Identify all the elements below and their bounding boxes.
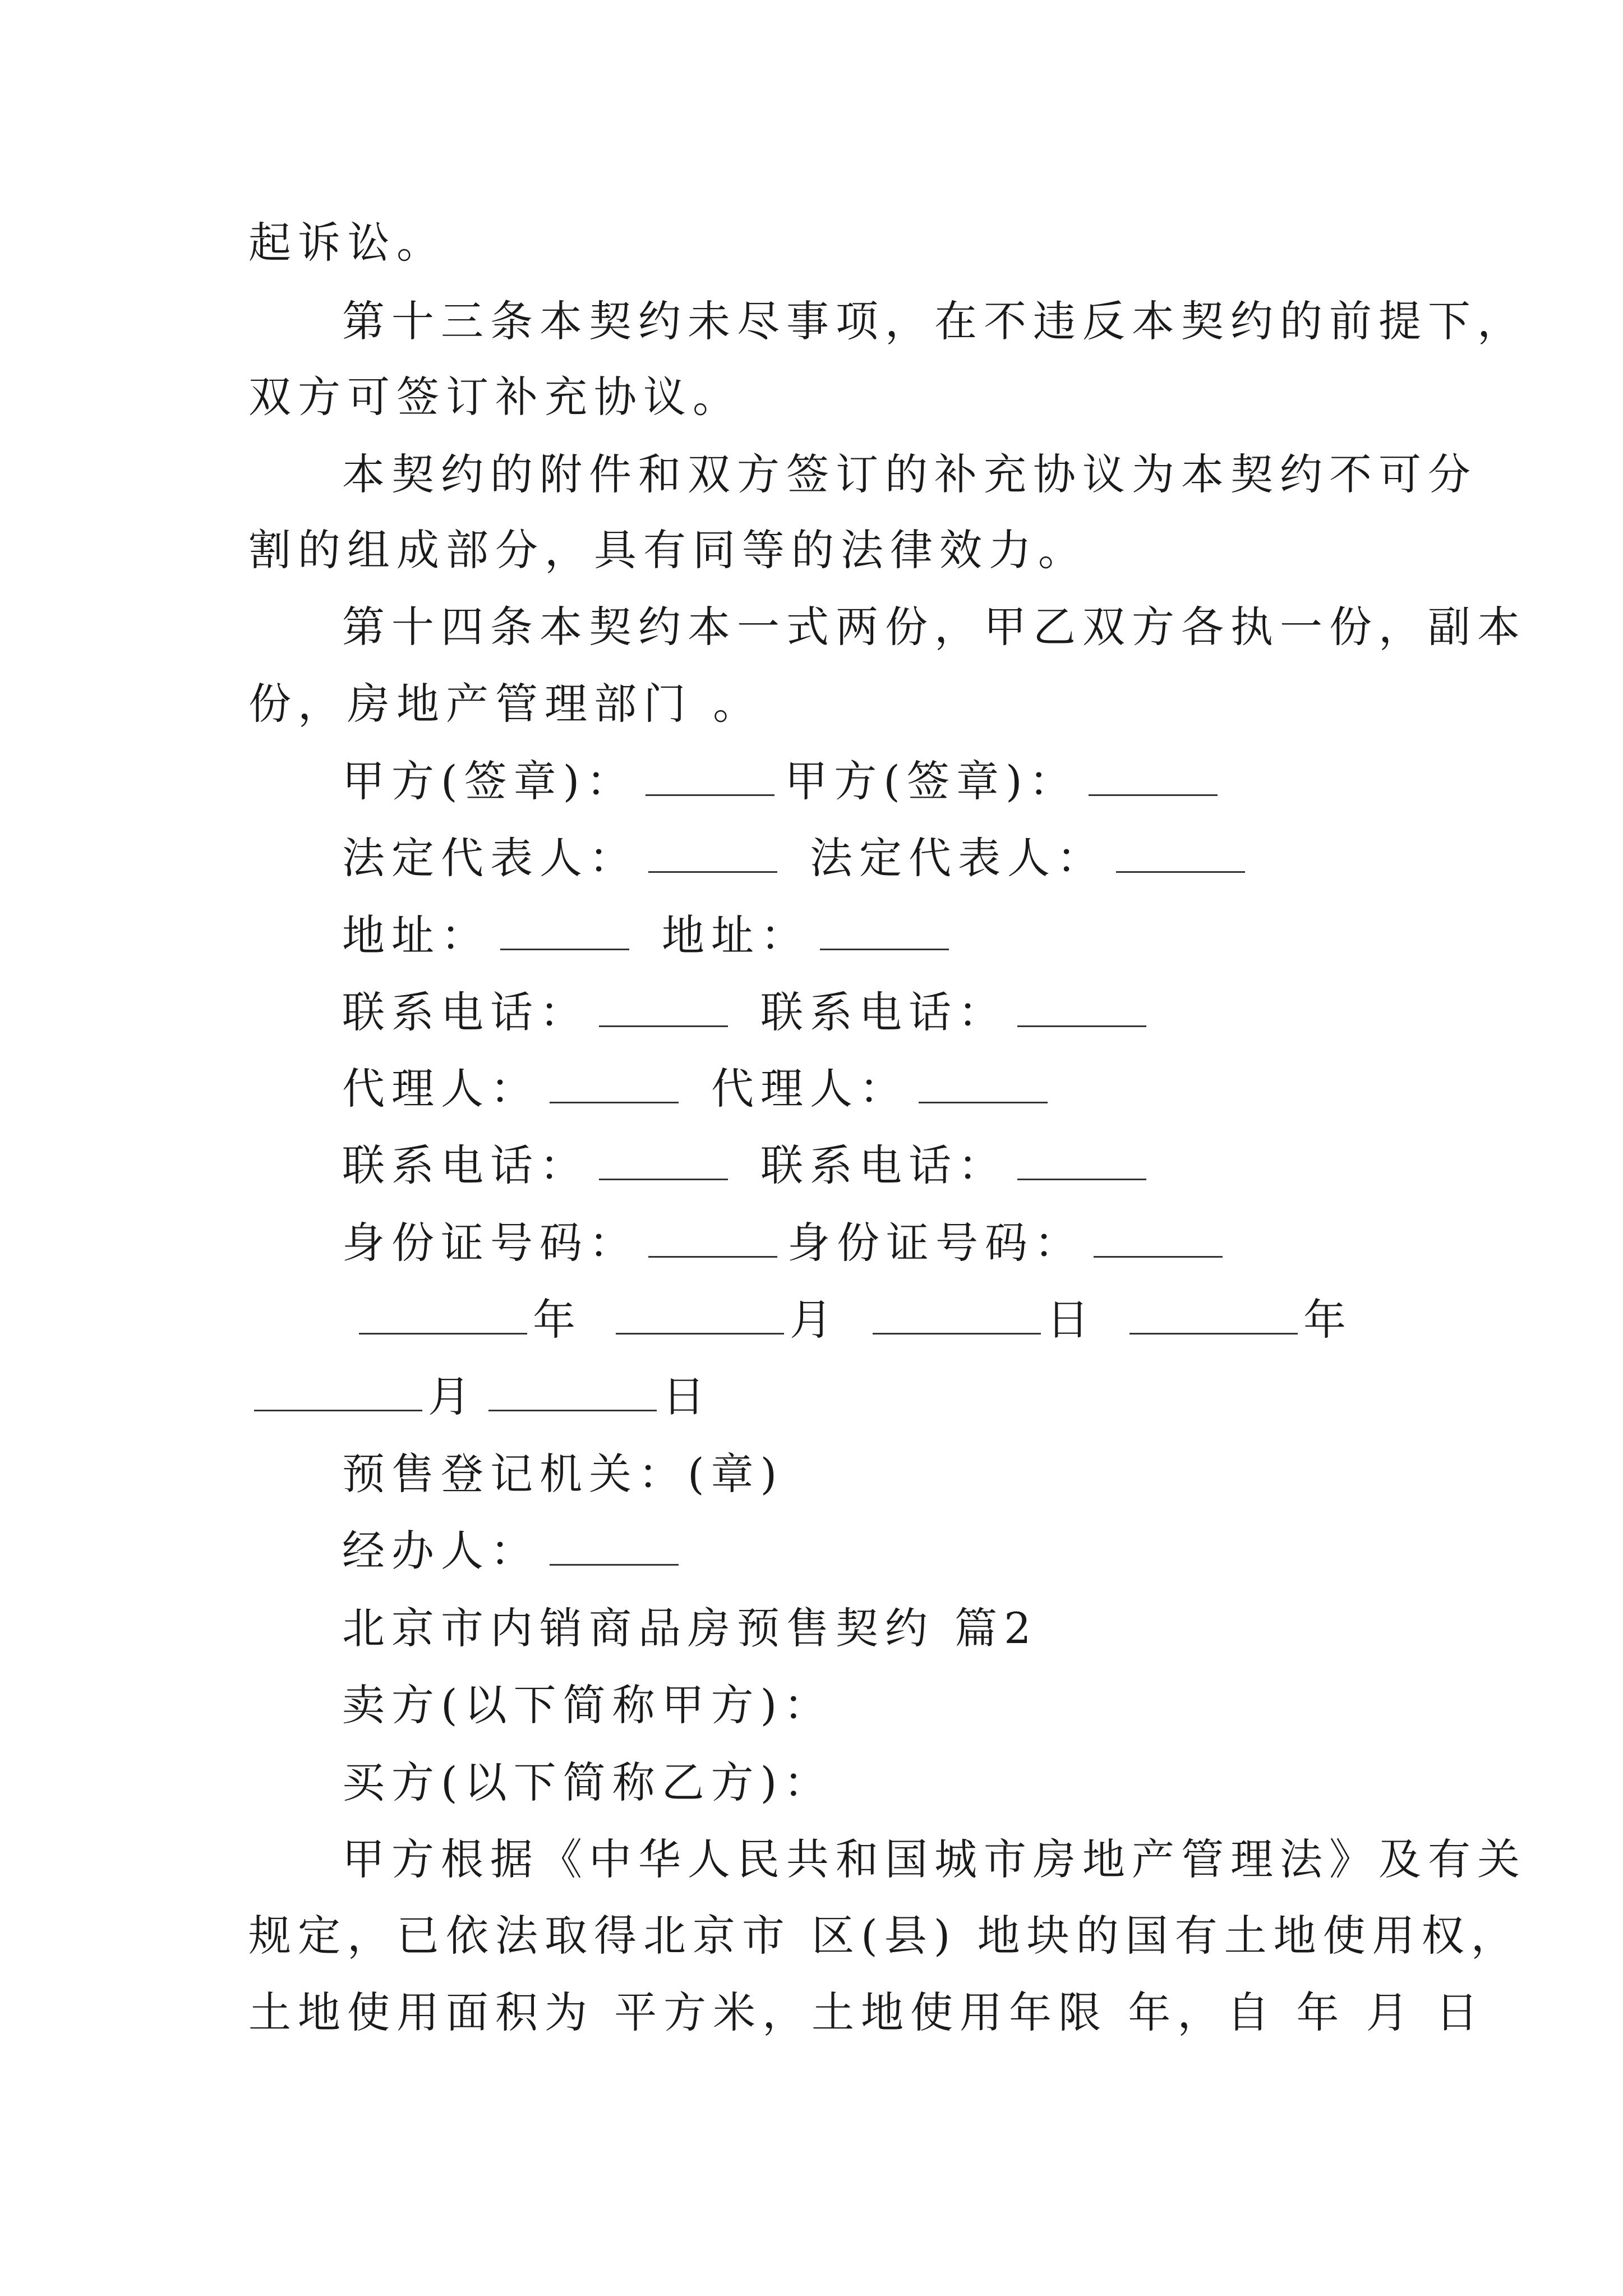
section-2-title: 北京市内销商品房预售契约 篇2 (342, 1603, 1038, 1653)
paragraph-line: 份，房地产管理部门 。 (248, 679, 763, 729)
agent-label-2: 代理人： (711, 1064, 909, 1114)
party-a-seal-blank (645, 761, 774, 796)
legal-rep-blank-2 (1116, 838, 1245, 873)
day-label: 日 (1046, 1295, 1096, 1345)
handler-row (342, 1526, 689, 1576)
registration-authority: 预售登记机关：(章) (342, 1449, 784, 1499)
party-a-seal-label-2: 甲方(签章)： (785, 756, 1078, 806)
signature-row-phone-b (342, 1140, 1156, 1190)
paragraph-line: 本契约的附件和双方签订的补充协议为本契约不可分 (342, 449, 1477, 499)
date-row-1 (348, 1295, 1353, 1345)
phone-label: 联系电话： (342, 987, 589, 1037)
month-blank-2 (254, 1376, 422, 1411)
phone-b-blank-2 (1017, 1145, 1146, 1180)
paragraph-line: 土地使用面积为 平方米，土地使用年限 年，自 年 月 日 (248, 1987, 1485, 2037)
handler-label: 经办人： (342, 1526, 540, 1576)
day-blank (873, 1299, 1041, 1335)
month-label: 月 (790, 1295, 839, 1345)
signature-row-legal-rep (342, 833, 1255, 883)
legal-rep-label: 法定代表人： (342, 833, 638, 883)
agent-blank-2 (919, 1068, 1048, 1103)
phone-blank-2 (1017, 992, 1146, 1027)
id-number-blank-2 (1094, 1222, 1223, 1258)
phone-b-blank (599, 1145, 728, 1180)
month-blank (616, 1299, 784, 1335)
day-label-2: 日 (662, 1372, 712, 1421)
signature-row-phone (342, 987, 1156, 1037)
address-blank (500, 915, 629, 950)
phone-blank (599, 992, 728, 1027)
signature-row-seal (342, 756, 1228, 806)
paragraph-line: 甲方根据《中华人民共和国城市房地产管理法》及有关 (342, 1834, 1527, 1884)
phone-b-label-2: 联系电话： (760, 1140, 1007, 1190)
paragraph-line: 第十四条本契约本一式两份，甲乙双方各执一份，副本 (342, 602, 1527, 652)
agent-label: 代理人： (342, 1064, 540, 1114)
handler-blank (550, 1530, 679, 1566)
paragraph-line: 双方可签订补充协议。 (248, 372, 742, 422)
day-blank-2 (488, 1376, 657, 1411)
phone-b-label: 联系电话： (342, 1140, 589, 1190)
id-number-label: 身份证号码： (342, 1218, 638, 1268)
month-label-2: 月 (428, 1372, 477, 1421)
seller-line: 卖方(以下简称甲方)： (342, 1680, 833, 1730)
agent-blank (550, 1068, 679, 1103)
address-blank-2 (820, 915, 949, 950)
legal-rep-label-2: 法定代表人： (810, 833, 1106, 883)
year-label: 年 (533, 1295, 582, 1345)
id-number-label-2: 身份证号码： (787, 1218, 1083, 1268)
paragraph-line: 割的组成部分，具有同等的法律效力。 (248, 525, 1087, 575)
paragraph-line: 规定，已依法取得北京市 区(县) 地块的国有土地使用权， (248, 1911, 1520, 1961)
id-number-blank (648, 1222, 777, 1258)
signature-row-agent (342, 1064, 1058, 1114)
address-label: 地址： (342, 910, 490, 960)
signature-row-id (342, 1218, 1233, 1268)
address-label-2: 地址： (662, 910, 810, 960)
year-blank (359, 1299, 527, 1335)
date-row-2 (243, 1372, 712, 1421)
buyer-line: 买方(以下简称乙方)： (342, 1757, 833, 1807)
legal-rep-blank (648, 838, 777, 873)
party-a-seal-label: 甲方(签章)： (342, 756, 636, 806)
year-blank-2 (1129, 1299, 1298, 1335)
paragraph-line: 第十三条本契约未尽事项，在不违反本契约的前提下， (342, 296, 1527, 346)
year-label-2: 年 (1303, 1295, 1353, 1345)
signature-row-address (342, 910, 959, 960)
paragraph-line: 起诉讼。 (248, 218, 446, 268)
phone-label-2: 联系电话： (760, 987, 1007, 1037)
party-a-seal-blank-2 (1089, 761, 1218, 796)
